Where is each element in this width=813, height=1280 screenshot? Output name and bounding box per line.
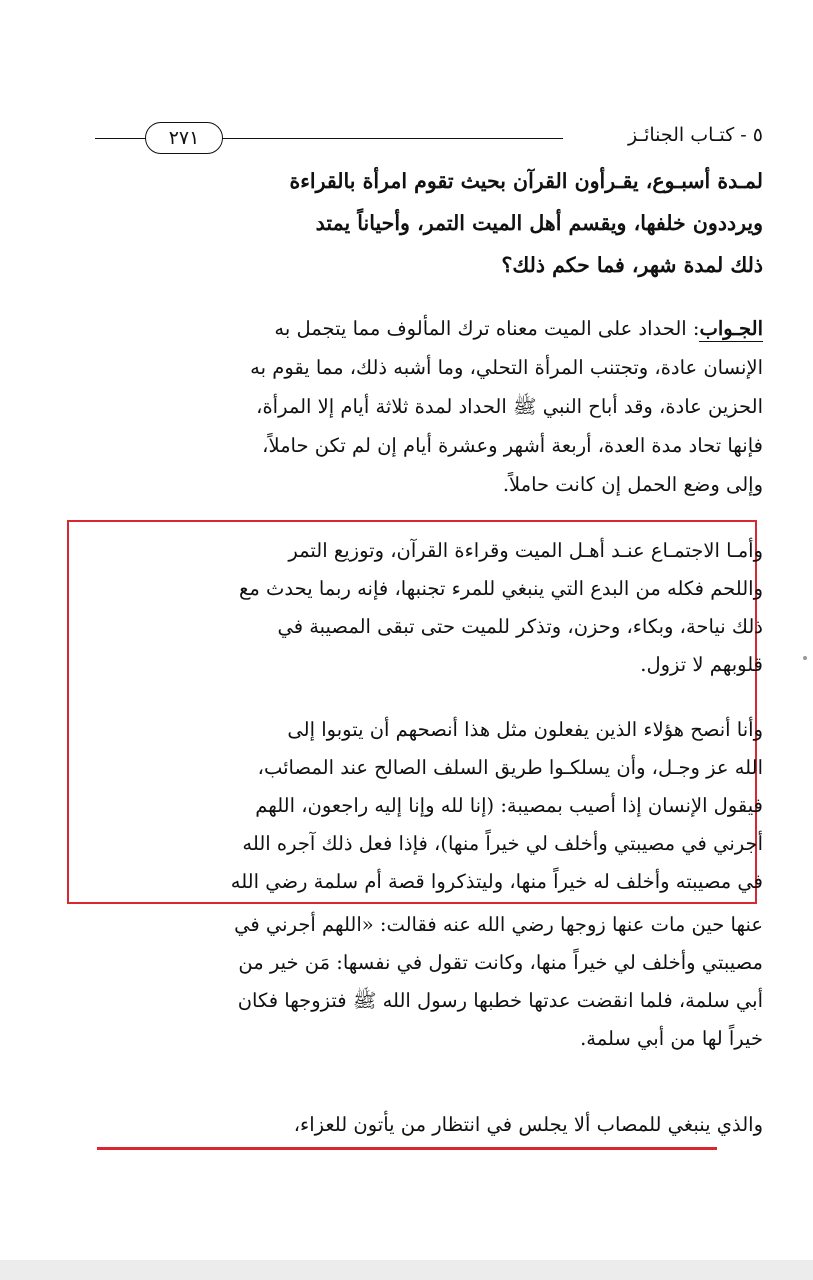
last-paragraph (95, 1106, 763, 1144)
question-line: لمـدة أسبـوع، يقـرأون القرآن بحيث تقوم امرأة بالقراءة (289, 169, 763, 193)
page-number: ٢٧١ (145, 122, 223, 154)
answer-first-line (95, 309, 763, 348)
answer-line: الإنسان عادة، وتجتنب المرأة التحلي، وما أشبه ذلك، مما يقوم به (250, 356, 763, 379)
question-paragraph (95, 160, 763, 286)
last-line: والذي ينبغي للمصاب ألا يجلس في انتظار من يأتون للعزاء، (293, 1113, 763, 1136)
body-line: أبي سلمة، فلما انقضت عدتها خطبها رسول الله ﷺ فتزوجها فكان (237, 989, 763, 1012)
body-line: قلوبهم لا تزول. (640, 653, 763, 676)
answer-line: الحزين عادة، وقد أباح النبي ﷺ الحداد لمدة ثلاثة أيام إلا المرأة، (256, 395, 763, 418)
answer-paragraph (95, 309, 763, 504)
highlighted-paragraph-2 (95, 711, 763, 901)
body-line: أجرني في مصيبتي وأخلف لي خيراً منها)، فإذا فعل ذلك آجره الله (242, 832, 763, 855)
body-line: واللحم فكله من البدع التي ينبغي للمرء تجنبها، فإنه ربما يحدث مع (239, 577, 763, 600)
question-line: ذلك لمدة شهر، فما حكم ذلك؟ (501, 253, 763, 277)
question-line: ويرددون خلفها، ويقسم أهل الميت التمر، وأحياناً يمتد (315, 211, 763, 235)
body-line: فيقول الإنسان إذا أصيب بمصيبة: (إنا لله وإنا إليه راجعون، اللهم (255, 794, 763, 817)
red-underline (97, 1147, 717, 1150)
body-line: في مصيبته وأخلف له خيراً منها، وليتذكروا قصة أم سلمة رضي الله (230, 870, 763, 893)
scroll-mark (803, 656, 807, 660)
body-line: مصيبتي وأخلف لي خيراً منها، وكانت تقول في نفسها: مَن خير من (238, 951, 763, 974)
body-line: ذلك نياحة، وبكاء، وحزن، وتذكر للميت حتى تبقى المصيبة في (277, 615, 763, 638)
body-line: وأمـا الاجتمـاع عنـد أهـل الميت وقراءة القرآن، وتوزيع التمر (288, 539, 763, 562)
body-line: خيراً لها من أبي سلمة. (580, 1027, 763, 1050)
answer-first-line-text: : الحداد على الميت معناه ترك المألوف مما يتجمل به (274, 317, 700, 340)
continuation-paragraph (95, 906, 763, 1058)
answer-line: وإلى وضع الحمل إن كانت حاملاً. (502, 473, 763, 496)
chapter-title: ٥ - كتـاب الجنائـز (628, 124, 763, 146)
body-line: وأنا أنصح هؤلاء الذين يفعلون مثل هذا أنصحهم أن يتوبوا إلى (287, 718, 763, 741)
body-line: الله عز وجـل، وأن يسلكـوا طريق السلف الصالح عند المصائب، (257, 756, 763, 779)
answer-line: فإنها تحاد مدة العدة، أربعة أشهر وعشرة أيام إن لم تكن حاملاً، (262, 434, 763, 457)
highlighted-paragraph-1 (95, 532, 763, 684)
page-header (95, 118, 763, 158)
body-line: عنها حين مات عنها زوجها رضي الله عنه فقالت: «اللهم أجرني في (234, 913, 763, 936)
answer-label: الجـواب (699, 317, 763, 340)
bottom-bar (0, 1260, 813, 1280)
